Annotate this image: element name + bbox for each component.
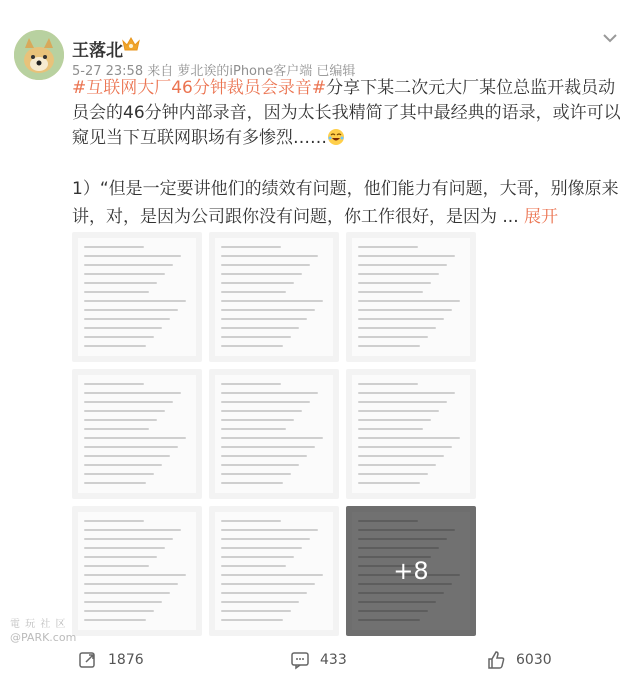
thumbnail-text-line [221, 538, 310, 540]
thumbnail-text-line [358, 246, 418, 248]
thumbnail-text-line [84, 538, 173, 540]
thumbnail-text-line [221, 300, 323, 302]
thumbnail-text-line [84, 482, 146, 484]
thumbnail-text-line [358, 291, 423, 293]
thumbnail-text-line [221, 583, 315, 585]
thumbnail-text-line [221, 392, 318, 394]
thumbnail-text-line [84, 392, 181, 394]
thumbnail-text-line [221, 255, 318, 257]
image-thumbnail[interactable] [72, 506, 202, 636]
thumbnail-text-line [84, 619, 146, 621]
comment-button[interactable] [290, 650, 347, 670]
thumbnail-text-line [358, 401, 447, 403]
thumbnail-text-line [358, 473, 428, 475]
thumbnail-text-line [84, 601, 162, 603]
chevron-down-icon[interactable] [600, 28, 620, 48]
thumbnail-text-line [84, 336, 154, 338]
thumbnail-text-line [84, 464, 162, 466]
thumbnail-text-line [221, 345, 283, 347]
thumbnail-text-line [84, 383, 144, 385]
post-meta: 5-27 23:58 来自 萝北诶的iPhone客户端 已编辑 [72, 64, 356, 79]
thumbnail-text-line [358, 255, 455, 257]
thumbnail-text-line [221, 574, 323, 576]
thumbnail-text-line [84, 446, 178, 448]
vip-crown-icon [121, 35, 141, 53]
image-grid [72, 232, 476, 636]
username[interactable]: 王落北 [72, 41, 123, 61]
thumbnail-text-line [358, 482, 420, 484]
thumbnail-text-line [84, 583, 178, 585]
thumbnail-text-line [221, 383, 281, 385]
thumbnail-text-line [358, 383, 418, 385]
shiba-avatar-icon [14, 30, 64, 80]
thumbnail-text-line [358, 464, 436, 466]
thumbnail-text-line [221, 273, 302, 275]
thumbnail-text-line [84, 565, 149, 567]
thumbnail-text-line [84, 473, 154, 475]
thumbnail-text-line [358, 264, 447, 266]
thumbnail-text-line [358, 300, 460, 302]
thumbnail-text-line [84, 309, 178, 311]
thumbnail-text-line [221, 282, 294, 284]
comment-icon [290, 650, 310, 670]
thumbnail-text-line [358, 345, 420, 347]
thumbnail-text-line [84, 455, 170, 457]
thumbnail-text-line [221, 556, 294, 558]
thumbnail-text-line [84, 437, 186, 439]
post-quote [72, 175, 632, 231]
thumbnail-text-line [221, 547, 302, 549]
thumbnail-text-line [221, 464, 299, 466]
thumbnail-text-line [221, 592, 307, 594]
thumbnail-text-line [358, 410, 439, 412]
image-thumbnail[interactable] [209, 232, 339, 362]
like-count: 6030 [516, 652, 552, 668]
thumbnail-text-line [358, 336, 428, 338]
avatar[interactable] [14, 30, 64, 80]
thumbnail-text-line [358, 318, 444, 320]
post-actions [72, 650, 632, 678]
thumbnail-text-line [84, 547, 165, 549]
like-icon [486, 650, 506, 670]
image-thumbnail[interactable] [346, 232, 476, 362]
thumbnail-text-line [84, 592, 170, 594]
thumbnail-text-line [221, 437, 323, 439]
repost-button[interactable] [78, 650, 144, 670]
thumbnail-text-line [84, 300, 186, 302]
thumbnail-text-line [221, 291, 286, 293]
thumbnail-text-line [221, 455, 307, 457]
thumbnail-text-line [84, 255, 181, 257]
thumbnail-text-line [221, 610, 291, 612]
thumbnail-text-line [84, 291, 149, 293]
thumbnail-text-line [358, 455, 444, 457]
image-thumbnail-more[interactable] [346, 506, 476, 636]
thumbnail-text-line [358, 419, 431, 421]
thumbnail-text-line [221, 520, 281, 522]
post-body: 分享下某二次元大厂某位总监开裁员动员会的46分钟内部录音，因为太长我精简了其中最经典的语录，或许可以窥见当下互联网职场有多惨烈…… [72, 78, 621, 148]
image-thumbnail[interactable] [209, 369, 339, 499]
thumbnail-text-line [221, 410, 302, 412]
thumbnail-text-line [84, 520, 144, 522]
thumbnail-text-line [84, 529, 181, 531]
repost-icon [78, 650, 98, 670]
thumbnail-text-line [221, 401, 310, 403]
image-thumbnail[interactable] [346, 369, 476, 499]
watermark: 電 玩 社 区 @PARK.com [10, 619, 77, 644]
thumbnail-text-line [84, 273, 165, 275]
thumbnail-text-line [84, 428, 149, 430]
thumbnail-text-line [84, 419, 157, 421]
thumbnail-text-line [221, 264, 310, 266]
post-header [12, 20, 628, 84]
image-thumbnail[interactable] [72, 232, 202, 362]
thumbnail-text-line [84, 264, 173, 266]
image-thumbnail[interactable] [72, 369, 202, 499]
thumbnail-text-line [358, 273, 439, 275]
thumbnail-text-line [84, 556, 157, 558]
thumbnail-text-line [221, 309, 315, 311]
thumbnail-text-line [358, 309, 452, 311]
thumbnail-text-line [84, 318, 170, 320]
thumbnail-text-line [358, 327, 436, 329]
laughing-crying-emoji-icon [327, 128, 345, 146]
thumbnail-text-line [221, 419, 294, 421]
thumbnail-text-line [84, 401, 173, 403]
thumbnail-text-line [221, 473, 291, 475]
thumbnail-text-line [358, 446, 452, 448]
expand-link[interactable]: 展开 [524, 207, 559, 227]
post-text [72, 76, 622, 151]
image-thumbnail[interactable] [209, 506, 339, 636]
thumbnail-text-line [221, 336, 291, 338]
thumbnail-text-line [221, 565, 286, 567]
thumbnail-text-line [84, 327, 162, 329]
thumbnail-text-line [221, 619, 283, 621]
thumbnail-text-line [84, 410, 165, 412]
thumbnail-text-line [84, 345, 146, 347]
hashtag-link[interactable]: #互联网大厂46分钟裁员会录音# [72, 78, 327, 98]
thumbnail-text-line [84, 282, 157, 284]
thumbnail-text-line [358, 392, 455, 394]
thumbnail-text-line [221, 529, 318, 531]
thumbnail-text-line [221, 327, 299, 329]
thumbnail-text-line [221, 482, 283, 484]
quote-text: 1）“但是一定要讲他们的绩效有问题，他们能力有问题，大哥，别像原来讲，对，是因为公司跟你没有问题，你工作很好，是因为 ... [72, 179, 619, 227]
more-images-count: +8 [393, 557, 429, 585]
thumbnail-text-line [221, 446, 315, 448]
thumbnail-text-line [84, 610, 154, 612]
thumbnail-text-line [221, 601, 299, 603]
comment-count: 433 [320, 652, 347, 668]
thumbnail-text-line [221, 428, 286, 430]
repost-count: 1876 [108, 652, 144, 668]
like-button[interactable] [486, 650, 552, 670]
thumbnail-text-line [358, 428, 423, 430]
thumbnail-text-line [84, 574, 186, 576]
thumbnail-text-line [358, 437, 460, 439]
thumbnail-text-line [84, 246, 144, 248]
thumbnail-text-line [221, 318, 307, 320]
thumbnail-text-line [358, 282, 431, 284]
thumbnail-text-line [221, 246, 281, 248]
